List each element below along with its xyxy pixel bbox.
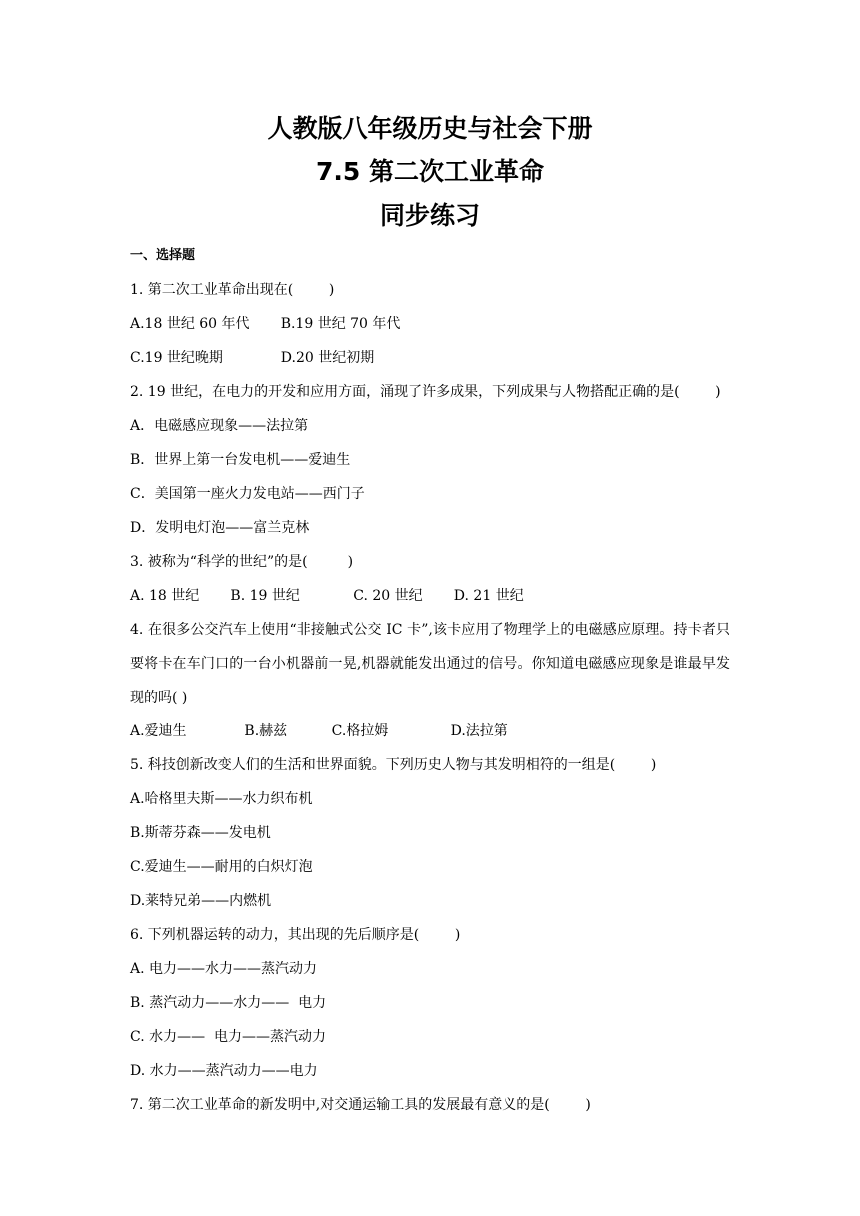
question-1-option-row: C.19 世纪晚期 D.20 世纪初期 (130, 350, 375, 366)
question-2-option-d: D．发明电灯泡——富兰克林 (130, 520, 310, 536)
document-title: 人教版八年级历史与社会下册 (267, 114, 593, 143)
question-5-option-a: A.哈格里夫斯——水力织布机 (130, 791, 313, 807)
question-4-option-row: A.爱迪生 B.赫兹 C.格拉姆 D.法拉第 (130, 723, 508, 739)
question-6-option-d: D. 水力——蒸汽动力——电力 (130, 1063, 318, 1079)
question-3-option-row: A. 18 世纪 B. 19 世纪 C. 20 世纪 D. 21 世纪 (130, 588, 524, 604)
question-6-option-c: C. 水力—— 电力——蒸汽动力 (130, 1029, 327, 1045)
question-2-option-b: B．世界上第一台发电机——爱迪生 (130, 452, 351, 468)
section-heading: 一、选择题 (130, 248, 196, 263)
question-5-option-b: B.斯蒂芬森——发电机 (130, 825, 271, 841)
question-6-option-b: B. 蒸汽动力——水力—— 电力 (130, 995, 327, 1011)
question-3-stem: 3. 被称为“科学的世纪”的是( ) (130, 554, 354, 570)
question-1-stem: 1. 第二次工业革命出现在( ) (130, 282, 335, 298)
document-subtitle: 同步练习 (379, 201, 480, 230)
question-5-option-c: C.爱迪生——耐用的白炽灯泡 (130, 859, 313, 875)
question-2-option-c: C．美国第一座火力发电站——西门子 (130, 486, 365, 502)
question-1-option-row: A.18 世纪 60 年代 B.19 世纪 70 年代 (130, 316, 401, 332)
question-2-option-a: A．电磁感应现象——法拉第 (130, 418, 309, 434)
question-5-option-d: D.莱特兄弟——内燃机 (130, 893, 272, 909)
lesson-title: 7.5 第二次工业革命 (316, 157, 544, 186)
question-2-stem: 2. 19 世纪，在电力的开发和应用方面，涌现了许多成果，下列成果与人物搭配正确的是( ) (130, 384, 721, 400)
question-4-stem: 4. 在很多公交汽车上使用“非接触式公交 IC 卡”,该卡应用了物理学上的电磁感应原理。持卡者只要将卡在车门口的一台小机器前一晃,机器就能发出通过的信号。你知道电磁感应现象是谁最早发现的吗( ) (130, 622, 730, 706)
question-6-option-a: A. 电力——水力——蒸汽动力 (130, 961, 318, 977)
question-5-stem: 5. 科技创新改变人们的生活和世界面貌。下列历史人物与其发明相符的一组是( ) (130, 757, 657, 773)
question-6-stem: 6. 下列机器运转的动力，其出现的先后顺序是( ) (130, 927, 461, 943)
question-7-stem: 7. 第二次工业革命的新发明中,对交通运输工具的发展最有意义的是( ) (130, 1097, 591, 1113)
